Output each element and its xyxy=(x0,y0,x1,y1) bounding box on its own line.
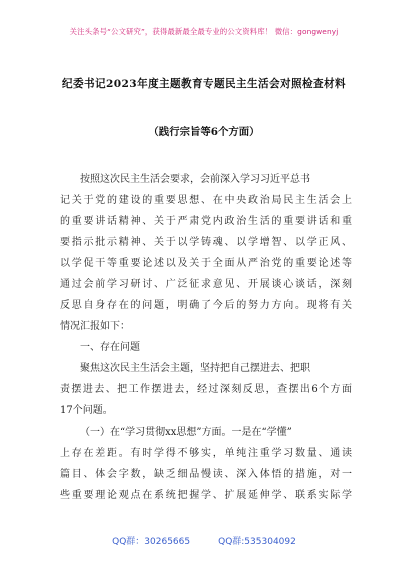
paragraph-line: （一）在“学习贯彻xx思想”方面。一是在“学懂” xyxy=(80,427,292,438)
paragraph-line: 以学促干等重要论述以及关于全面从严治党的重要论述等 xyxy=(60,258,352,269)
paragraph-line: 通过会前学习研讨、广泛征求意见、开展谈心谈话，深刻 xyxy=(60,279,352,290)
paragraph-line: 些重要理论观点在系统把握学、扩展延伸学、联系实际学 xyxy=(60,490,352,501)
paragraph-line: 情况汇报如下： xyxy=(60,321,130,332)
paragraph-line: 17个问题。 xyxy=(60,405,113,416)
document-subtitle: （践行宗旨等6个方面） xyxy=(148,126,260,138)
promo-banner: 关注头条号“公文研究”，获得最新最全最专业的公文资料库！ 微信：gongwenyj xyxy=(69,27,339,36)
qq-group-2: QQ群:535304092 xyxy=(218,537,296,547)
paragraph-line: 聚焦这次民主生活会主题，坚持把自己摆进去、把职 xyxy=(80,363,310,374)
paragraph-line: 篇目、体会字数，缺乏细品慢读、深入体悟的措施，对一 xyxy=(60,469,352,480)
document-title: 纪委书记2023年度主题教育专题民主生活会对照检查材料 xyxy=(62,78,346,90)
paragraph-line: 反思自身存在的问题，明确了今后的努力方向。现将有关 xyxy=(60,300,352,311)
paragraph-line: 上存在差距。有时学得不够实，单纯注重学习数量、通读 xyxy=(60,448,352,459)
paragraph-line: 的重要讲话精神、关于严肃党内政治生活的重要讲话和重 xyxy=(60,216,352,227)
paragraph-line: 要指示批示精神、关于以学铸魂、以学增智、以学正风、 xyxy=(60,237,352,248)
section-heading: 一、存在问题 xyxy=(80,342,140,353)
footer xyxy=(0,534,408,547)
paragraph-line: 记关于党的建设的重要思想、在中央政治局民主生活会上 xyxy=(60,195,352,206)
qq-group-1: QQ群：30265665 xyxy=(112,537,191,547)
paragraph-line: 责摆进去、把工作摆进去，经过深刻反思，查摆出6个方面 xyxy=(60,384,352,395)
paragraph-line: 按照这次民主生活会要求，会前深入学习习近平总书 xyxy=(80,174,310,185)
